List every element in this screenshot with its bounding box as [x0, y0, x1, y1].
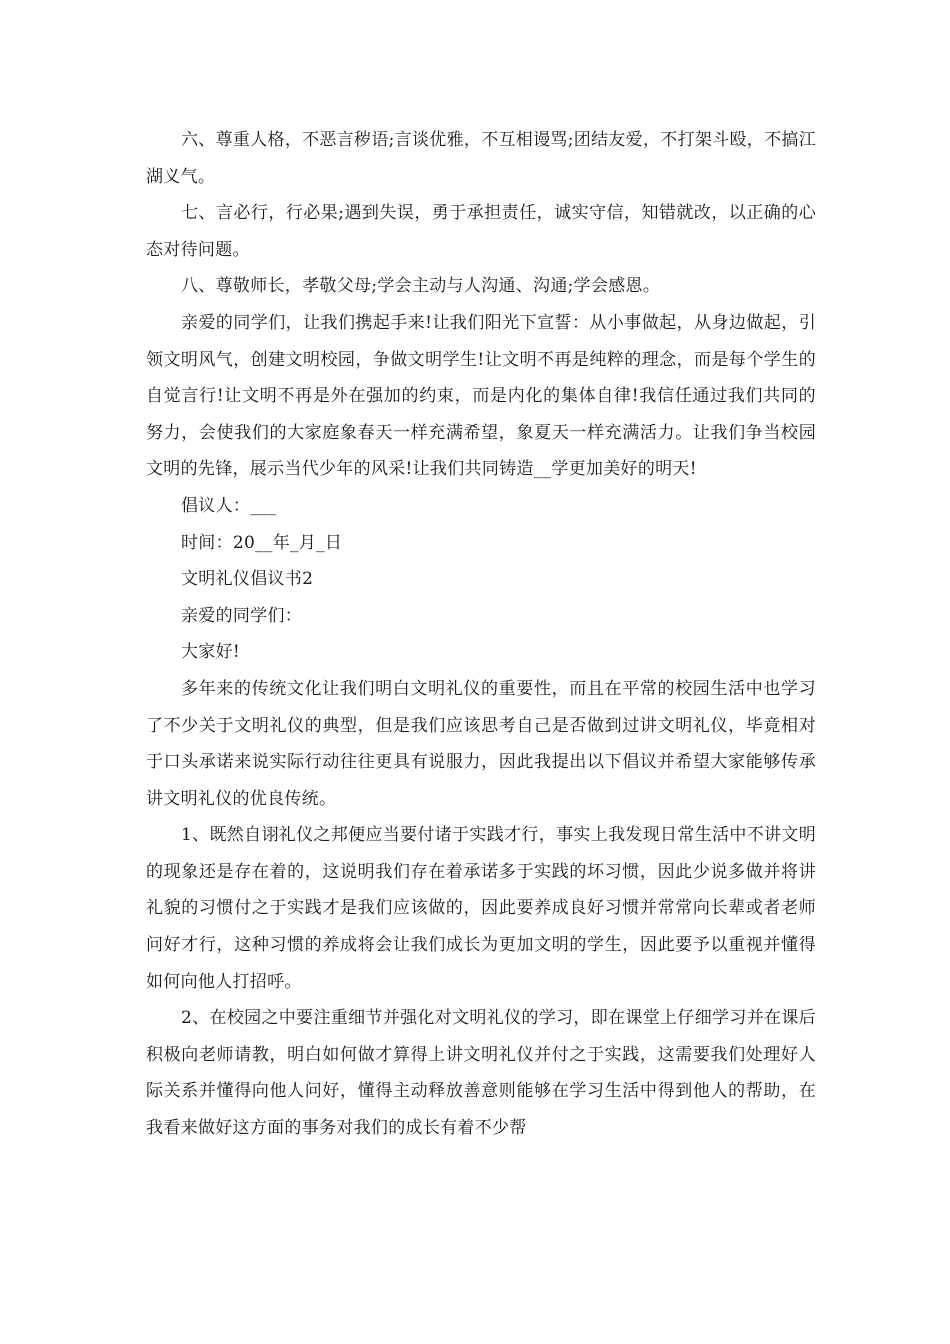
greeting: 大家好!	[181, 642, 241, 663]
initiator-line: 倡议人：___	[181, 495, 277, 516]
paragraph-item-8-gratitude: 八、尊敬师长，孝敬父母;学会主动与人沟通、沟通;学会感恩。	[181, 276, 661, 297]
paragraph-item-6-respect: 六、尊重人格，不恶言秽语;言谈优雅，不互相谩骂;团结友爱，不打架斗殴，不搞江湖义气。	[146, 130, 816, 187]
section-title: 文明礼仪倡议书2	[181, 569, 314, 590]
date-line: 时间：20__年_月_日	[181, 532, 343, 553]
salutation: 亲爱的同学们：	[181, 605, 303, 626]
paragraph-point-2: 2、在校园之中要注重细节并强化对文明礼仪的学习，即在课堂上仔细学习并在课后积极向老师请教，明白如何做才算得上讲文明礼仪并付之于实践，这需要我们处理好人际关系并懂得向他人问好，懂得主动释放善意则能够在学习生活中得到他人的帮助，在我看来做好这方面的事务对我们的成长有着不少帮	[146, 1008, 816, 1139]
paragraph-point-1: 1、既然自诩礼仪之邦便应当要付诸于实践才行，事实上我发现日常生活中不讲文明的现象还是存在着的，这说明我们存在着承诺多于实践的坏习惯，因此少说多做并将讲礼貌的习惯付之于实践才是我们应该做的，因此要养成良好习惯并常常向长辈或者老师问好才行，这种习惯的养成将会让我们成长为更加文明的学生，因此要予以重视并懂得如何向他人打招呼。	[146, 825, 816, 992]
paragraph-item-7-honesty: 七、言必行，行必果;遇到失误，勇于承担责任，诚实守信，知错就改，以正确的心态对待问题。	[146, 203, 816, 260]
paragraph-intro: 多年来的传统文化让我们明白文明礼仪的重要性，而且在平常的校园生活中也学习了不少关于文明礼仪的典型，但是我们应该思考自己是否做到过讲文明礼仪，毕竟相对于口头承诺来说实际行动往往更具有说服力，因此我提出以下倡议并希望大家能够传承讲文明礼仪的优良传统。	[146, 678, 816, 809]
paragraph-call-to-action: 亲爱的同学们，让我们携起手来!让我们阳光下宣誓：从小事做起，从身边做起，引领文明风气，创建文明校园，争做文明学生!让文明不再是纯粹的理念，而是每个学生的自觉言行!让文明不再是外在强加的约束，而是内化的集体自律!我信任通过我们共同的努力，会使我们的大家庭象春天一样充满希望，象夏天一样充满活力。让我们争当校园文明的先锋，展示当代少年的风采!让我们共同铸造__学更加美好的明天!	[146, 312, 816, 480]
document-page	[146, 122, 816, 1147]
